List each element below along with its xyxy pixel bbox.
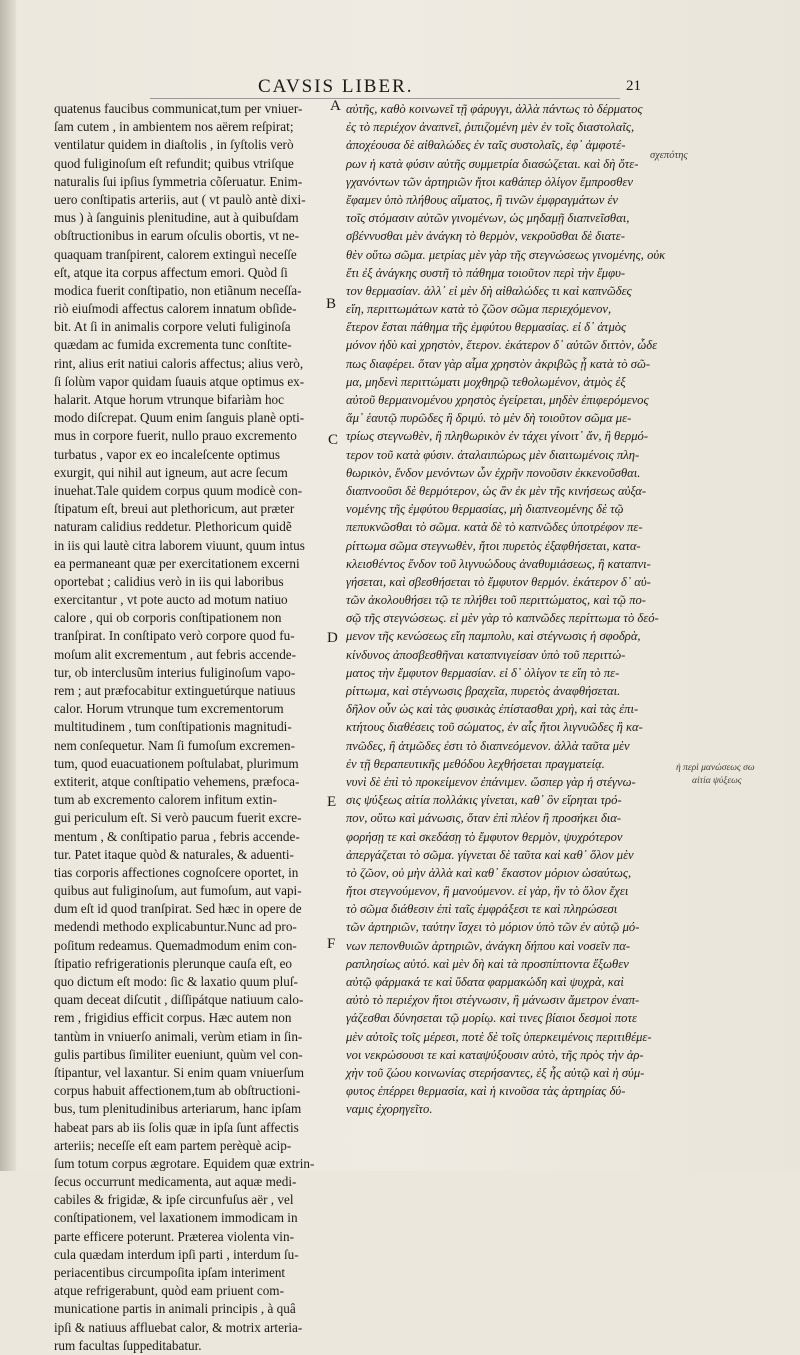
text-line: calor. Horum vtrunque tum excrementorum (54, 701, 284, 717)
text-line: κίνδυνος ἀποσβεσθῆναι καταπνιγείσαν ὑπὸ τοῦ περιττώ- (346, 647, 626, 662)
text-line: modica fuerit conſtipatio, non etiãnum neceſſa- (54, 282, 302, 298)
text-line: αὐτὸ τὸ περιέχον ἤτοι στέγνωσιν, ἢ μάνωσιν ἄμετρον ἐναπ- (346, 993, 640, 1008)
text-line: ſam cutem , in ambientem nos aërem reſpirat; (54, 119, 294, 135)
text-line: ἐς τὸ περιέχον ἀναπνεῖ, ῥιπιζομένη μὲν ἐν τοῖς διαστολαῖς, (346, 120, 635, 135)
text-line: τὸ ζῶον, οὐ μὴν ἀλλὰ καὶ καθ᾽ ἕκαστον μόριον ὡσαύτως, (346, 865, 632, 880)
text-line: gui periculum eſt. Si verò paucum fuerit excre- (54, 810, 302, 826)
text-line: rem , frigidius efficit corpus. Hæc autem non (54, 1010, 292, 1026)
marginal-note-1: σχεπότης (650, 150, 688, 161)
text-line: halarit. Atque horum vtrunque bifariàm hoc (54, 392, 284, 407)
text-line: exurgit, qui nihil aut igneum, aut acre ſecum (54, 464, 288, 480)
text-line: ἔφαμεν ὑπὸ πλήθους αἵματος, ἢ τινῶν ἐμφραγμάτων ἐν (346, 192, 618, 207)
header-rule (150, 98, 620, 99)
margin-letter-b: B (326, 296, 337, 312)
text-line: αὐτῆς, καθὸ κοινωνεῖ τῇ φάρυγγι, ἀλλὰ πάντως τὸ δέρματος (346, 102, 643, 116)
text-line: σβέννυσθαι μὲν ἀνάγκη τὸ θερμὸν, νεκροῦσθαι δὲ διατε- (346, 229, 625, 244)
text-line: in iis qui lautè citra laborem viuunt, quum intus (54, 537, 305, 553)
binding-shadow (0, 0, 16, 1171)
text-line: διαπνοοῦσι δὲ θερμότερον, ὡς ἂν ἐκ μὲν τῆς κινήσεως αὐξα- (346, 483, 647, 498)
margin-letter-f: F (327, 936, 336, 952)
text-line: tantùm in vniuerſo animali, verùm etiam in ſin- (54, 1028, 303, 1044)
text-line: obſtructionibus in earum oſculis obortis, vt ne- (54, 228, 300, 244)
text-line: tur, ob interclusũm interius fuliginoſum vapo- (54, 664, 296, 680)
text-line: ἔτι ἐξ ἀνάγκης συστῆ τὸ πάθημα τοιοῦτον περὶ τὴν ἔμφυ- (346, 265, 626, 280)
text-line: eſt, atque ita corpus affectum emori. Quòd ſi (54, 264, 288, 280)
text-line: μα, μηδενὶ περιττώματι μοχθηρῷ τεθολωμένον, ἀτμὸς ἐξ (346, 374, 626, 389)
text-line: bus, tum plenitudinibus arteriarum, hanc ipſam (54, 1101, 302, 1117)
text-line: κτήτους διαθέσεις τοῦ σώματος, ἐν αἷς ἤτοι λιγνυῶδες ἢ κα- (346, 720, 643, 735)
text-line: cabiles & frigidæ, & ipſe circunfuſus aër , vel (54, 1192, 294, 1208)
text-line: ματος τὴν ἔμφυτον θερμασίαν. εἰ δ᾽ ὀλίγον τε εἴη τὸ πε- (346, 665, 620, 680)
text-line: uero conſtipatis arteriis, aut ( vt paulò antè dixi- (54, 191, 306, 207)
text-line: χὴν τοῦ ζώου κοινωνίας στερήσαντες, ἐξ ἧς αὐτῷ καὶ ἡ σύμ- (346, 1065, 645, 1080)
text-line: τερον τοῦ κατὰ φύσιν. ἀταλαιπώρως μὲν διαιτωμένοις πλη- (346, 447, 640, 462)
text-line: parte efficere poterunt. Præterea violenta vin- (54, 1228, 294, 1244)
text-line: εἴη, περιττωμάτων κατὰ τὸ ζῶον σῶμα περιεχόμενον, (346, 302, 612, 317)
text-line: τρίως στεγνωθὲν, ἢ πληθωρικὸν ἐν τάχει γίνοιτ᾽ ἄν, ἢ θερμό- (346, 429, 649, 444)
text-line: riò eiuſmodi affectus calorem innatum obſide- (54, 301, 297, 317)
text-line: quam deceat diſcutit , diſſipátque natiuum calo- (54, 992, 304, 1008)
text-line: corpus habuit affectionem,tum ab obſtructioni- (54, 1083, 301, 1099)
margin-letter-a: A (330, 98, 341, 114)
text-line: ρίττωμα σῶμα στεγνωθὲν, ἤτοι πυρετὸς ἐξαφθήσεται, κατα- (346, 538, 641, 553)
text-line: moſum alit excrementum , aut febris accende- (54, 646, 297, 662)
text-line: μὲν αὐτοῖς τοῖς μέρεσι, ποτὲ δὲ τοῖς ὑπερκειμένοις περιτιθέμε- (346, 1029, 652, 1044)
text-line: municatione partis in animali principis , à quâ (54, 1301, 296, 1317)
text-line: τὸ σῶμα διάθεσιν ἐπὶ ταῖς ἐμφράξεσι τε καὶ πληρώσεσι (346, 902, 618, 917)
text-line: atque refrigerabunt, quòd eam priuent com- (54, 1283, 284, 1299)
text-line: ἕτερον ἔσται πάθημα τῆς ἐμφύτου θερμασίας. εἰ δ᾽ ἀτμὸς (346, 320, 627, 335)
text-line: conſtipationem, vel laxationem immodicam in (54, 1210, 298, 1226)
text-line: ἅμ᾽ ἑαυτῷ πυρῶδες ἢ δριμύ. τὸ μὲν δὴ τοιοῦτον σῶμα με- (346, 411, 632, 426)
text-line: αὐτῷ φάρμακά τε καὶ ὕδατα φαρμακώδη καὶ ψυχρὰ, καὶ (346, 975, 624, 989)
text-line: σις ψύξεως αἰτία πολλάκις γίνεται, καθ᾽ ὃν εἴρηται τρό- (346, 793, 622, 808)
text-line: quo dictum eſt modo: ſic & laxatio quum pluſ- (54, 974, 298, 989)
text-line: cula quædam interdum ipſi parti , interdum ſu- (54, 1246, 299, 1262)
text-line: extiterit, atque conſtipatio vehemens, præfoca- (54, 773, 300, 789)
text-line: θὲν οὕτω σῶμα. μετρίας μὲν γὰρ τῆς στεγνώσεως γινομένης, οὐκ (346, 247, 666, 262)
marginal-note-2-line-1: ἡ περὶ μανώσεως σω (676, 763, 755, 773)
text-line: πεπυκνῶσθαι τὸ σῶμα. κατὰ δὲ τὸ καπνῶδες ὑποτρέφον πε- (346, 520, 643, 535)
text-line: tranſpirat. In conſtipato verò corpore quod fu- (54, 628, 295, 644)
text-line: mus ) à ſanguinis plenitudine, aut à quibuſdam (54, 210, 299, 226)
text-line: quod fuliginoſum eſt refundit; quibus vtriſque (54, 155, 294, 171)
text-line: ſum totum corpus ægrotare. Equidem quæ extrin- (54, 1155, 315, 1171)
margin-letter-d: D (327, 630, 338, 646)
text-line: νυνὶ δὲ ἐπὶ τὸ προκείμενον ἐπάνιμεν. ὥσπερ γὰρ ἡ στέγνω- (346, 774, 636, 789)
text-line: ſtipatum eſt, breui aut plethoricum, aut præter (54, 501, 295, 517)
greek-column (346, 100, 666, 1119)
text-line: κλεισθέντος ἔνδον τοῦ λιγνυώδους ἀναθυμιάσεως, ἢ καταπνι- (346, 556, 651, 571)
text-line: αὐτοῦ θερμαινομένου χρηστὸς ἐγείρεται, μηδὲν ἐπιφερόμενος (346, 393, 649, 407)
page-number: 21 (626, 78, 641, 94)
text-line: quatenus faucibus communicat,tum per vniuer- (54, 101, 303, 116)
text-line: νομένης τῆς ἐμφύτου θερμασίας, μὴ διαπνεομένης δὲ τῷ (346, 502, 624, 517)
text-line: naturam calidius reddetur. Plethoricum quidẽ (54, 519, 292, 535)
text-line: turbatus , vapor ex eo incaleſcente optimus (54, 446, 280, 462)
text-line: ſtipantur, vel laxantur. Si enim quam vniuerſum (54, 1064, 304, 1080)
text-line: ἐν τῇ θεραπευτικῆς μεθόδου λεχθήσεται πραγματείᾳ. (346, 756, 605, 771)
text-line: ea permaneant quæ per exercitationem excerni (54, 555, 300, 571)
text-line: γχανόντων τῶν ἀρτηριῶν ἤτοι καθάπερ ὀλίγον ἔμπροσθεν (346, 174, 633, 189)
text-line: naturalis ſui ipſius ſymmetria cõſeruatur. Enim- (54, 173, 303, 189)
text-line: rum facultas ſuppeditabatur. (54, 1337, 202, 1353)
text-line: dum eſt id quod tranſpirat. Sed hæc in opere de (54, 901, 302, 917)
text-line: ρων ἡ κατὰ φύσιν αὐτῆς συμμετρία διασώζεται. καὶ δὴ ὅτε- (346, 156, 639, 171)
text-line: exercitantur , vt pote aucto ad motum natiuo (54, 592, 288, 608)
text-line: poſitum redeamus. Quemadmodum enim con- (54, 937, 297, 953)
text-line: γήσεται, καὶ σβεσθήσεται τὸ ἔμφυτον θερμόν. ἑκάτερον δ᾽ αὐ- (346, 574, 651, 589)
text-line: oportebat ; calidius verò in iis qui laboribus (54, 573, 284, 589)
text-line: arteriis; neceſſe eſt eam partem perèquè acip- (54, 1137, 292, 1153)
text-line: mentum , & conſtipatio parua , febris accende- (54, 828, 300, 844)
text-line: habeat pars ab iis ſolis quæ in ipſa ſunt affectis (54, 1119, 299, 1135)
text-line: tias corporis affectiones cognoſcere oportet, in (54, 864, 299, 880)
text-line: σῷ τῆς στεγνώσεως. εἰ μὲν γὰρ τὸ καπνῶδες περίττωμα τὸ δεό- (346, 611, 659, 626)
text-line: ventilatur quidem in diaſtolis , in ſyſtolis verò (54, 137, 294, 153)
text-line: τον θερμασίαν. ἀλλ᾽ εἰ μὲν δὴ αἰθαλώδες τι καὶ καπνῶδες (346, 283, 632, 298)
margin-letter-c: C (328, 432, 339, 448)
text-line: mus in corpore fuerit, nullo prauo excremento (54, 428, 297, 444)
text-line: rint, alius erit natiui caloris affectus; alius verò, (54, 355, 304, 371)
text-line: ſecus occurrunt medicamenta, aut aquæ medi- (54, 1174, 297, 1190)
text-line: μόνον ἡδὺ καὶ χρηστὸν, ἕτερον. ἑκάτερον δ᾽ αὐτῶν διττὸν, ὧδε (346, 338, 658, 353)
latin-column (54, 100, 330, 1355)
text-line: quaquam tranſpirent, calorem extinguì neceſſe (54, 246, 297, 262)
text-line: δῆλον οὖν ὡς καὶ τὰς φυσικὰς ἐπίστασθαι χρὴ, καὶ τὰς ἐπι- (346, 702, 639, 717)
text-line: ρίττωμα, καὶ στέγνωσις βραχεῖα, πυρετὸς ἀναφθήσεται. (346, 684, 621, 698)
text-line: ραπλησίως αὐτό. καὶ μὲν δὴ καὶ τὰ προσπίπτοντα ἔξωθεν (346, 956, 629, 971)
text-line: ipſi & natiuus affluebat calor, & motrix arteria- (54, 1319, 303, 1335)
text-line: medendi methodo explicabuntur.Nunc ad pro- (54, 919, 297, 935)
text-line: τῶν ἀκολουθήσει τῷ τε πλήθει τοῦ περιττώματος, καὶ τῷ πο- (346, 593, 646, 608)
text-line: multitudinem , tum conſtipationis magnitudi- (54, 719, 292, 735)
text-line: πνῶδες, ἢ ἀτμῶδες ἐστι τὸ διαπνεόμενον. ἀλλὰ ταῦτα μὲν (346, 738, 630, 753)
text-line: φυτος ἐπέρρει θερμασία, καὶ ἡ κινοῦσα τὰς ἀρτηρίας δύ- (346, 1084, 626, 1099)
text-line: ἀποχέουσα δὲ αἰθαλώδες ἐν ταῖς συστολαῖς, ἐφ᾽ ἀμφοτέ- (346, 138, 626, 153)
text-line: φορήσῃ τε καὶ σκεδάσῃ τὸ ἔμφυτον θερμὸν, ψυχρότερον (346, 829, 623, 844)
text-line: gulis partibus ſimiliter eueniunt, quùm vel con- (54, 1046, 303, 1062)
text-line: periacentibus circumpoſita ipſam interiment (54, 1265, 286, 1280)
margin-letter-e: E (327, 794, 337, 810)
text-line: νων πεπονθυιῶν ἀρτηριῶν, ἀνάγκη δήπου καὶ νοσεῖν πα- (346, 938, 631, 953)
text-line: ſtipatio refrigerationis plerunque cauſa eſt, eo (54, 955, 293, 971)
text-line: tum ab excremento calorem infitum extin- (54, 792, 278, 808)
text-line: πον, οὕτω καὶ μάνωσις, ὅταν ἐπὶ πλέον ἢ προσήκει δια- (346, 811, 622, 826)
text-line: θωρικὸν, ἔνδον μενόντων ὧν ἐχρῆν πονοῦσιν ἐκκενοῦσθαι. (346, 465, 641, 480)
text-line: ἀπεργάζεται τὸ σῶμα. γίγνεται δὲ ταῦτα καὶ καθ᾽ ὅλον μὲν (346, 847, 634, 862)
text-line: bit. At ſi in animalis corpore veluti fuliginoſa (54, 319, 291, 335)
text-line: τῶν ἀρτηριῶν, ταύτην ἴσχει τὸ μόριον ὑπὸ τῶν ἐν αὐτῷ μό- (346, 920, 640, 935)
text-line: tur. Patet itaque quòd & naturales, & aduenti- (54, 846, 294, 862)
text-line: modo diſcrepat. Quum enim ſanguis planè opti- (54, 410, 305, 426)
text-line: quibus aut fuliginoſum, aut fumoſum, aut vapi- (54, 883, 302, 899)
text-line: calore , qui ob corporis conſtipationem non (54, 610, 282, 626)
text-line: νοι νεκρώσουσι τε καὶ καταψύξουσιν αὐτὸ, τῆς πρὸς τὴν ἀρ- (346, 1047, 644, 1062)
running-title: CAVSIS LIBER. (258, 76, 414, 97)
text-line: tum, quod euacuationem poſtulabat, plurimum (54, 755, 299, 771)
text-line: ſi ſolùm vapor quidam ſuauis atque optimus ex- (54, 373, 305, 389)
text-line: ἤτοι στεγνούμενον, ἢ μανούμενον. εἰ γὰρ, ἣν τὸ ὅλον ἔχει (346, 884, 629, 899)
text-line: ναμις ἐχορηγεῖτο. (346, 1102, 433, 1117)
running-header (0, 74, 800, 100)
text-line: γάζεσθαι δύνησεται τῷ μορίῳ. καὶ τινες βίαιοι δεσμοὶ ποτε (346, 1011, 637, 1026)
text-line: quædam ac fumida excrementa tunc conſtite- (54, 337, 292, 353)
text-line: μενον τῆς κενώσεως εἴη παμπολυ, καὶ στέγνωσις ἡ σφοδρὰ, (346, 629, 641, 644)
marginal-note-2-line-2: αἰτία ψύξεως (692, 776, 742, 786)
text-line: τοῖς στόμασιν αὐτῶν γινομένων, ὡς μηδαμῇ διαπνεῖσθαι, (346, 211, 630, 226)
text-line: πως διαφέρει. ὅταν γὰρ αἷμα χρηστὸν ἀκριβῶς ᾖ κατὰ τὸ σῶ- (346, 356, 651, 371)
text-line: rem ; aut præfocabitur extinguetúrque natiuus (54, 683, 296, 698)
text-line: inuehat.Tale quidem corpus quum modicè con- (54, 482, 303, 498)
text-line: nem conſequetur. Nam ſi fumoſum excremen- (54, 737, 295, 753)
